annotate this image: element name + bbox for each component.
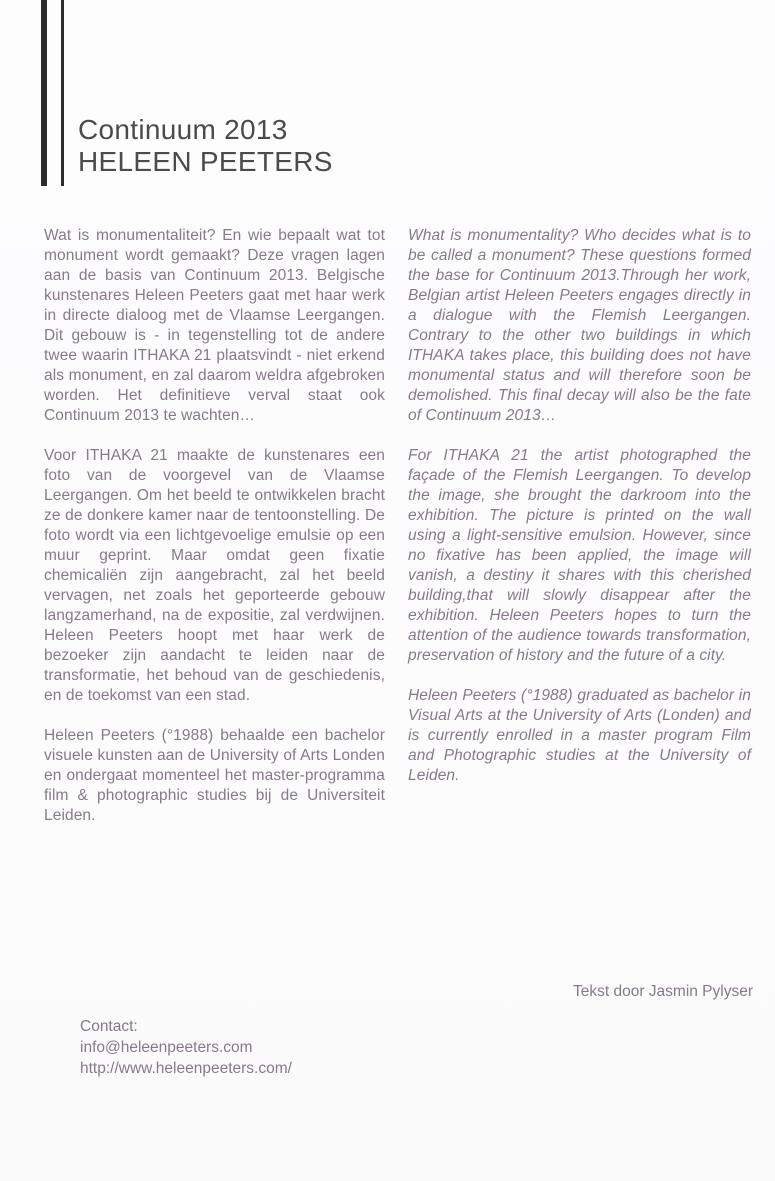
- dutch-paragraph-artwork: Voor ITHAKA 21 maakte de kunstenares een foto van de voorgevel van de Vlaamse Leergangen. Om het beeld te ontwikkelen bracht ze de donkere kamer naar de tentoonstelling. De foto wordt via een lichtgevoelige emulsie op een muur geprint. Maar omdat geen fixatie chemicaliën zijn aangebracht, zal het beeld vervagen, net zoals het geporteerde gebouw langzamerhand, na de expositie, zal verdwijnen. Heleen Peeters hoopt met haar werk de bezoeker zijn aandacht te leiden naar de transformatie, het behoud van de geschiedenis, en de toekomst van een stad.: [44, 447, 385, 704]
- english-text-column: [408, 226, 751, 806]
- dutch-paragraph-intro: Wat is monumentaliteit? En wie bepaalt wat tot monument wordt gemaakt? Deze vragen lagen aan de basis van Continuum 2013. Belgische kunstenares Heleen Peeters gaat met haar werk in directe dialoog met de Vlaamse Leergangen. Dit gebouw is - in tegenstelling tot de andere twee waarin ITHAKA 21 plaatsvindt - niet erkend als monument, en zal daarom weldra afgebroken worden. Het definitieve verval staat ook Continuum 2013 te wachten…: [44, 227, 385, 424]
- dutch-paragraph-biography: Heleen Peeters (°1988) behaalde een bachelor visuele kunsten aan de University of Arts Londen en ondergaat momenteel het master-programma film & photographic studies bij de Universiteit Leiden.: [44, 727, 385, 824]
- contact-label: Contact:: [80, 1018, 138, 1035]
- english-paragraph-artwork: For ITHAKA 21 the artist photographed the façade of the Flemish Leergangen. To develop the image, she brought the darkroom into the exhibition. The picture is printed on the wall using a light-sensitive emulsion. However, since no fixative has been applied, the image will vanish, a destiny it shares with this cherished building,that will slowly disappear after the exhibition. Heleen Peeters hopes to turn the attention of the audience towards transformation, preservation of history and the future of a city.: [408, 447, 751, 664]
- decorative-bar-thin: [61, 0, 64, 186]
- contact-website: http://www.heleenpeeters.com/: [80, 1060, 292, 1077]
- english-paragraph-intro: What is monumentality? Who decides what is to be called a monument? These questions formed the base for Continuum 2013.Through her work, Belgian artist Heleen Peeters engages directly in a dialogue with the Flemish Leergangen. Contrary to the other two buildings in which ITHAKA takes place, this building does not have monumental status and will therefore soon be demolished. This final decay will also be the fate of Continuum 2013…: [408, 227, 751, 424]
- text-credit: Tekst door Jasmin Pylyser: [572, 983, 753, 1000]
- page-title: Continuum 2013: [78, 114, 288, 145]
- title-block: [78, 114, 333, 177]
- dutch-text-column: [44, 226, 385, 846]
- decorative-bar-thick: [41, 0, 47, 186]
- english-paragraph-biography: Heleen Peeters (°1988) graduated as bachelor in Visual Arts at the University of Arts (Londen) and is currently enrolled in a master program Film and Photographic studies at the University of Leiden.: [408, 687, 751, 784]
- artist-name: HELEEN PEETERS: [78, 145, 333, 177]
- contact-email: info@heleenpeeters.com: [80, 1039, 253, 1056]
- contact-block: [80, 1016, 292, 1079]
